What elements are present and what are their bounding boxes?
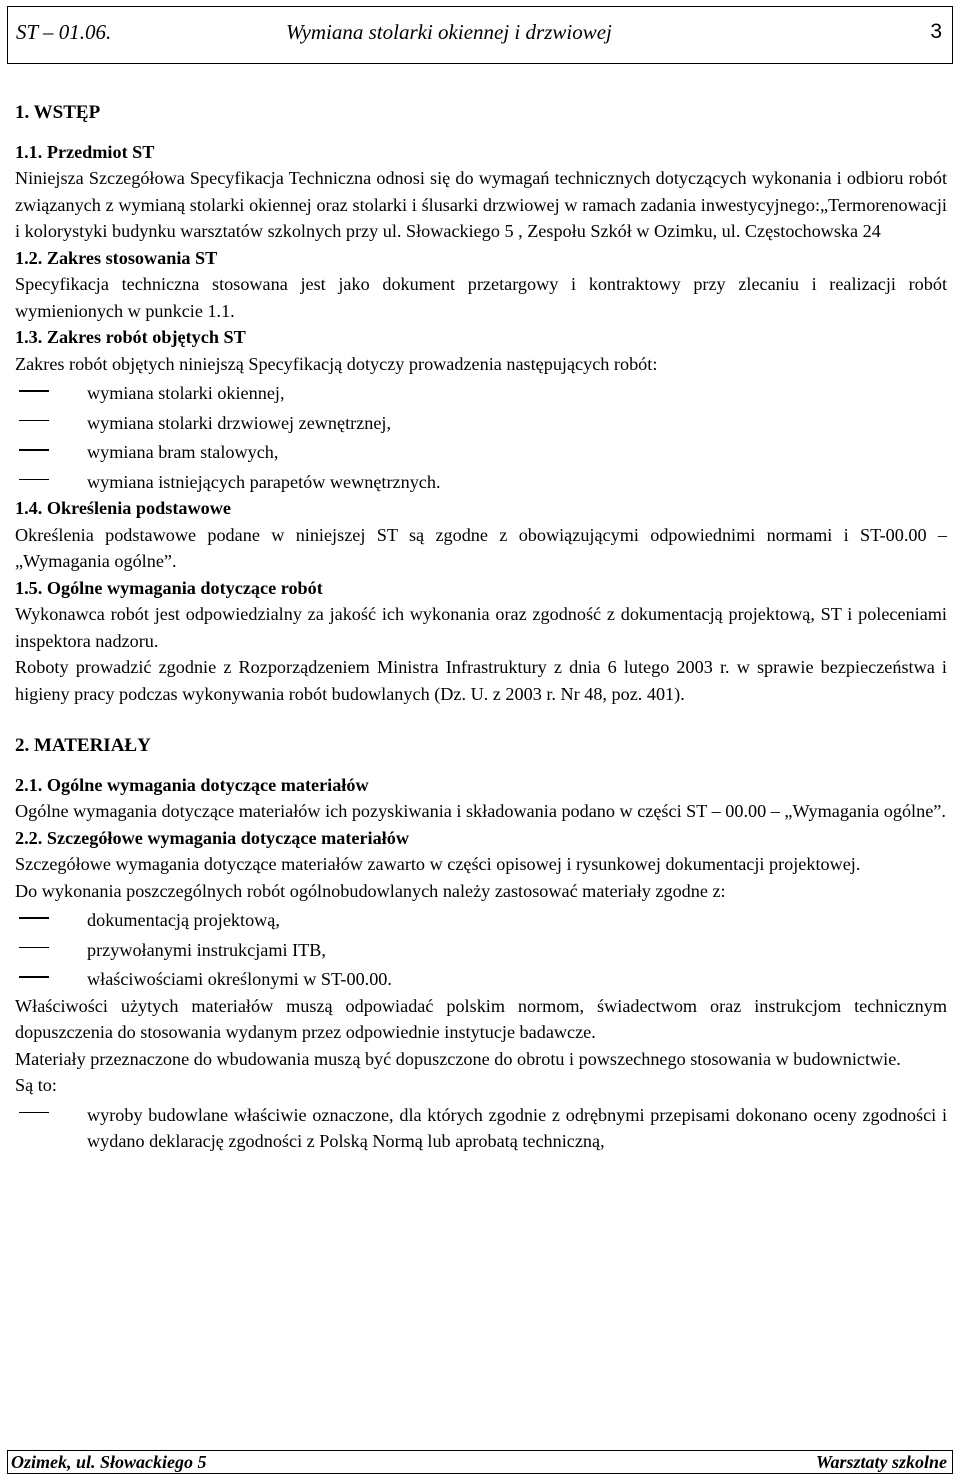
section-1-2-heading: 1.2. Zakres stosowania ST (15, 247, 218, 268)
materials-list (15, 904, 947, 993)
list-item: przywołanymi instrukcjami ITB, (15, 934, 947, 964)
section-1-5-text-1: Wykonawca robót jest odpowiedzialny za jakość ich wykonania oraz zgodność z dokumentacją projektową, ST i poleceniami inspektora nadzoru. (15, 604, 947, 651)
list-item: wyroby budowlane właściwie oznaczone, dla których zgodnie z odrębnymi przepisami dokonano oceny zgodności i wydano deklarację zgodności z Polską Normą lub aprobatą techniczną, (15, 1099, 947, 1155)
section-1-4-heading: 1.4. Określenia podstawowe (15, 498, 231, 518)
section-1-2-text: Specyfikacja techniczna stosowana jest jako dokument przetargowy i kontraktowy przy zlecaniu i realizacji robót wymienionych w punkcie 1.1. (15, 274, 947, 321)
section-1-1-text: Niniejsza Szczegółowa Specyfikacja Techniczna odnosi się do wymagań technicznych dotyczących wykonania i odbioru robót związanych z wymianą stolarki okiennej oraz stolarki i ślusarki drzwiowej w ramach zadania inwestycyjnego:„Termorenowacji i kolorystyki budynku warsztatów szkolnych przy ul. Słowackiego 5 , Zespołu Szkół w Ozimku, ul. Częstochowska 24 (15, 168, 947, 241)
spec-title: Wymiana stolarki okiennej i drzwiowej (286, 20, 612, 44)
document-body (15, 100, 947, 1155)
section-1-5-heading: 1.5. Ogólne wymagania dotyczące robót (15, 577, 323, 598)
section-1-4-text: Określenia podstawowe podane w niniejszej ST są zgodne z obowiązującymi odpowiednimi normami i ST-00.00 – „Wymagania ogólne”. (15, 524, 947, 571)
spec-code: ST – 01.06. (16, 20, 112, 44)
page-footer (7, 1450, 953, 1474)
section-2-2-text-4: Materiały przeznaczone do wbudowania muszą być dopuszczone do obrotu i powszechnego stosowania w budownictwie. (15, 1048, 901, 1069)
section-1-3-text: Zakres robót objętych niniejszą Specyfikacją dotyczy prowadzenia następujących robót: (15, 353, 658, 374)
list-item: wymiana stolarki drzwiowej zewnętrznej, (15, 407, 947, 437)
section-2-2-heading: 2.2. Szczegółowe wymagania dotyczące materiałów (15, 827, 409, 848)
scope-list (15, 377, 947, 495)
section-1-3-heading: 1.3. Zakres robót objętych ST (15, 327, 246, 347)
list-item: dokumentacją projektową, (15, 904, 947, 934)
products-list (15, 1099, 947, 1155)
section-1-5-text-2: Roboty prowadzić zgodnie z Rozporządzeniem Ministra Infrastruktury z dnia 6 lutego 2003 r. w sprawie bezpieczeństwa i higieny pracy podczas wykonywania robót budowlanych (Dz. U. z 2003 r. Nr 48, poz. 401). (15, 657, 947, 704)
list-item: wymiana stolarki okiennej, (15, 377, 947, 407)
page-number: 3 (930, 20, 942, 43)
section-2-2-text-1: Szczegółowe wymagania dotyczące materiałów zawarto w części opisowej i rysunkowej dokumentacji projektowej. (15, 854, 861, 874)
list-item: wymiana bram stalowych, (15, 436, 947, 466)
section-2-1-text: Ogólne wymagania dotyczące materiałów ich pozyskiwania i składowania podano w części ST – 00.00 – „Wymagania ogólne”. (15, 801, 946, 821)
page-header (7, 6, 953, 64)
footer-address: Ozimek, ul. Słowackiego 5 (11, 1452, 207, 1472)
section-1-1-heading: 1.1. Przedmiot ST (15, 141, 155, 162)
section-2-1-heading: 2.1. Ogólne wymagania dotyczące materiałów (15, 774, 369, 795)
section-1-heading: 1. WSTĘP (15, 102, 101, 123)
section-2-heading: 2. MATERIAŁY (15, 735, 151, 756)
list-item: wymiana istniejących parapetów wewnętrznych. (15, 466, 947, 496)
section-2-2-text-5: Są to: (15, 1075, 57, 1095)
footer-building: Warsztaty szkolne (815, 1452, 947, 1472)
section-2-2-text-3: Właściwości użytych materiałów muszą odpowiadać polskim normom, świadectwom oraz instrukcjom technicznym dopuszczenia do stosowania wydanym przez odpowiednie instytucje badawcze. (15, 995, 947, 1042)
list-item: właściwościami określonymi w ST-00.00. (15, 963, 947, 993)
section-2-2-text-2: Do wykonania poszczególnych robót ogólnobudowlanych należy zastosować materiały zgodne z: (15, 880, 726, 901)
